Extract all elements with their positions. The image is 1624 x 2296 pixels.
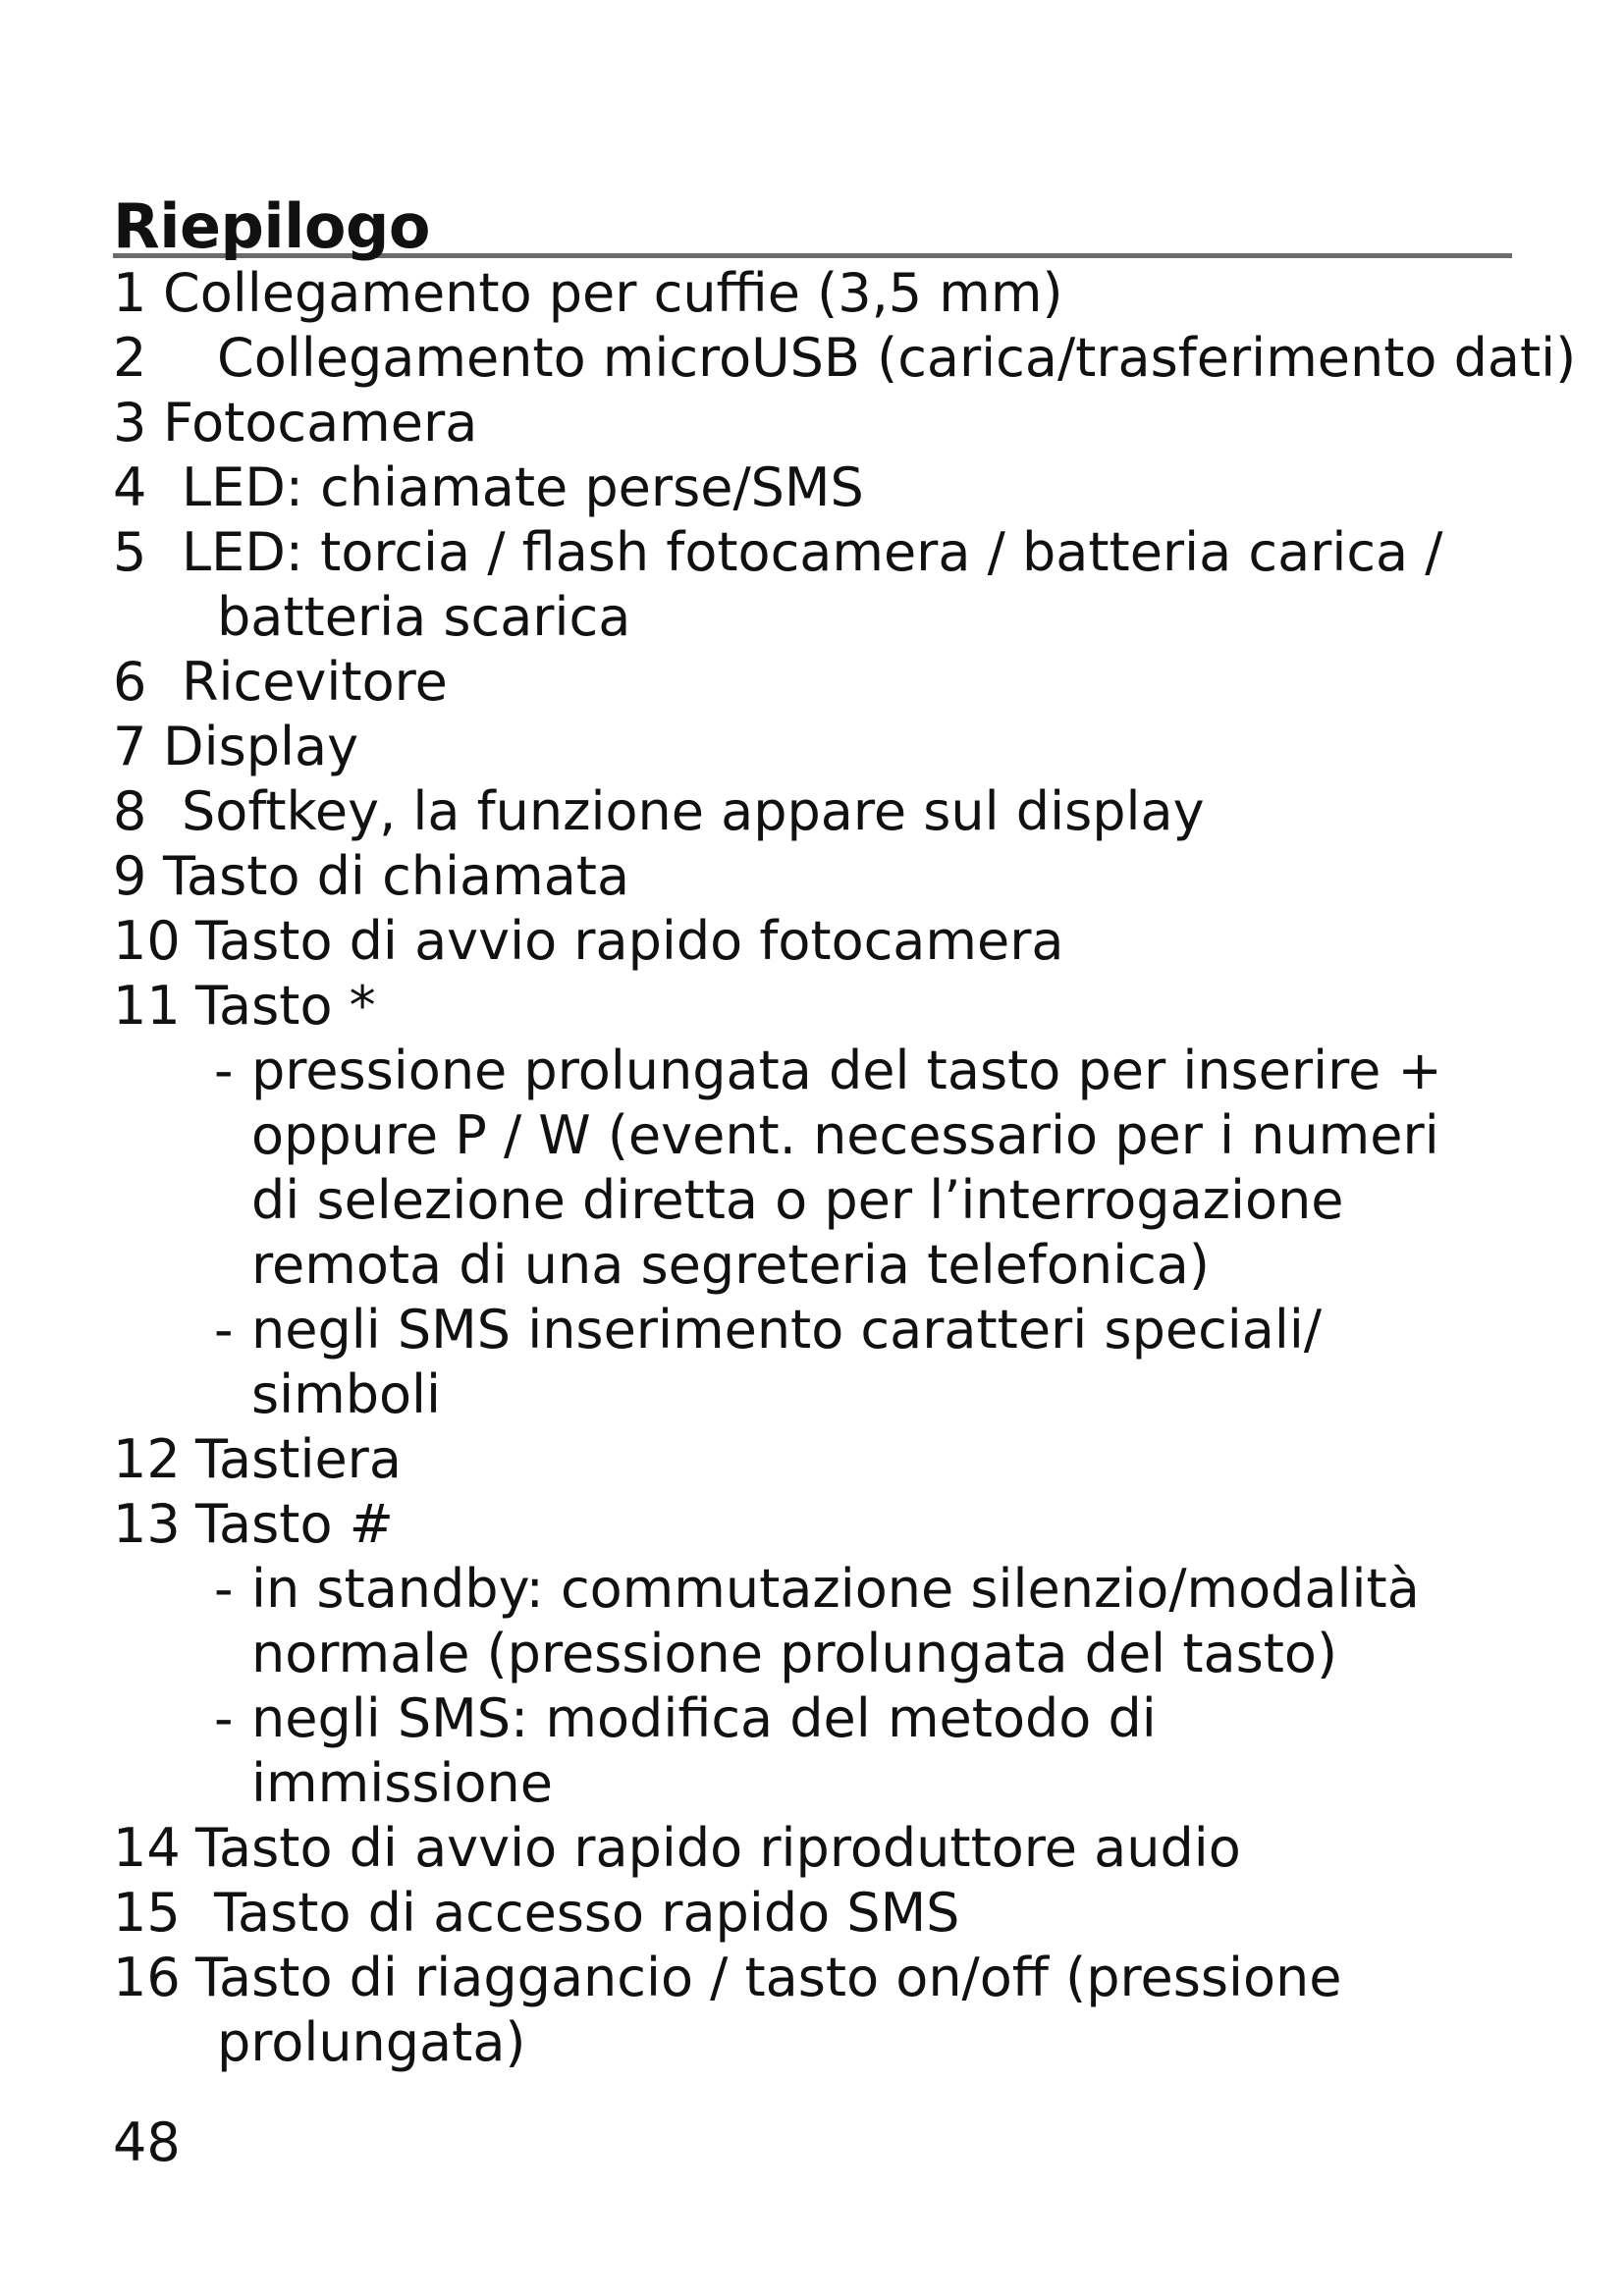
sub-item-continuation: immissione [251,1752,553,1814]
item-number: 15 [113,1882,181,1944]
sub-item-text: pressione prolungata del tasto per inserire + [251,1040,1442,1101]
list-item-16-continuation: prolungata) [217,2011,526,2073]
item-text: Tasto di avvio rapido riproduttore audio [195,1817,1241,1879]
item-number: 6 [113,651,147,713]
page-number: 48 [113,2111,181,2173]
sub-item-text: negli SMS: modifica del metodo di [251,1687,1157,1749]
list-item-14 [113,1816,1605,1881]
list-item-8 [113,779,1605,844]
item-number: 3 [113,392,147,454]
sub-item-continuation: simboli [251,1363,442,1425]
item-text: Collegamento per cuffie (3,5 mm) [163,262,1063,324]
sub-item-continuation: oppure P / W (event. necessario per i numeri [251,1104,1439,1166]
list-item-5 [113,520,1605,585]
list-item-3 [113,391,1605,455]
item-text: Fotocamera [163,392,478,454]
list-item-11 [113,974,1605,1039]
list-item-4 [113,455,1605,520]
item-number: 8 [113,780,147,842]
sub-item-text: negli SMS inserimento caratteri speciali/ [251,1299,1323,1361]
bullet-dash: - [214,1687,234,1749]
list-item-7 [113,715,1605,779]
item-number: 5 [113,521,147,583]
item-number: 12 [113,1428,181,1490]
item-text: Tasto di accesso rapido SMS [214,1882,960,1944]
bullet-dash: - [214,1299,234,1361]
sub-item-text: in standby: commutazione silenzio/modalità [251,1558,1420,1620]
list-item-5-continuation: batteria scarica [217,586,631,648]
item-text: Tasto di chiamata [163,845,630,907]
item-text: Ricevitore [182,651,448,713]
item-number: 10 [113,910,181,972]
section-heading [113,183,1512,262]
item-text: Tasto * [195,975,376,1037]
bullet-dash: - [214,1040,234,1101]
item-number: 14 [113,1817,181,1879]
item-number: 16 [113,1947,181,2008]
list-item-9 [113,844,1605,909]
item-number: 13 [113,1493,181,1555]
sub-item [113,1686,1605,1751]
bullet-dash: - [214,1558,234,1620]
item-number: 11 [113,975,181,1037]
item-number: 9 [113,845,147,907]
list-item-10 [113,909,1605,974]
item-text: Collegamento microUSB (carica/trasferimento dati) [217,327,1577,389]
item-text: Tasto di avvio rapido fotocamera [195,910,1064,972]
item-number: 7 [113,716,147,777]
item-number: 2 [113,327,147,389]
item-text: LED: chiamate perse/SMS [182,456,864,518]
item-text: Tastiera [195,1428,402,1490]
list-item-6 [113,650,1605,715]
sub-item [113,1298,1605,1362]
item-text: Display [163,716,359,777]
item-number: 1 [113,262,147,324]
list-item-15 [113,1881,1605,1946]
list-item-12 [113,1427,1605,1492]
sub-item [113,1039,1605,1103]
item-text: Tasto # [195,1493,394,1555]
list-item-13 [113,1492,1605,1557]
sub-item-continuation: di selezione diretta o per l’interrogazione [251,1169,1344,1231]
item-number: 4 [113,456,147,518]
list-item-16 [113,1946,1605,2010]
sub-item [113,1557,1605,1622]
sub-item-continuation: remota di una segreteria telefonica) [251,1234,1210,1296]
list-item-1 [113,261,1605,326]
list-item-2 [113,326,1605,391]
section-title: Riepilogo [113,190,430,262]
item-text: Softkey, la funzione appare sul display [182,780,1205,842]
overview-list [113,261,1605,2075]
item-text: Tasto di riaggancio / tasto on/off (pressione [195,1947,1342,2008]
sub-item-continuation: normale (pressione prolungata del tasto) [251,1623,1338,1684]
item-text: LED: torcia / flash fotocamera / batteria carica / [182,521,1443,583]
